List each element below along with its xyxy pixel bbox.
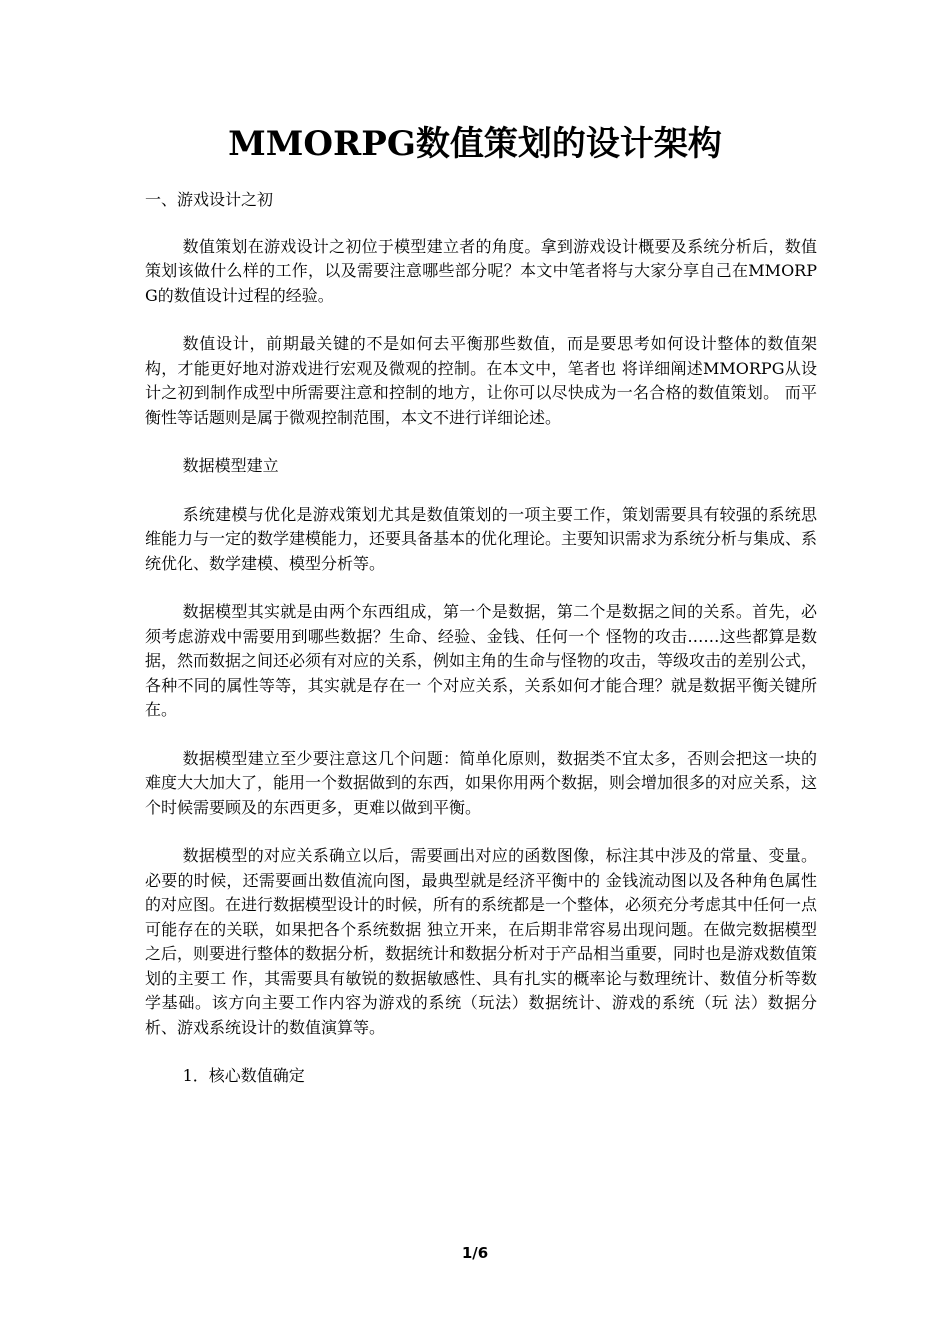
subsection-heading: 数据模型建立 — [182, 456, 279, 475]
document-title: MMORPG数值策划的设计架构 — [228, 124, 722, 164]
document-body — [145, 188, 817, 1113]
section-heading: 一、游戏设计之初 — [145, 190, 274, 209]
body-paragraph: 数值设计，前期最关键的不是如何去平衡那些数值，而是要思考如何设计整体的数值架构，才能更好地对游戏进行宏观及微观的控制。在本文中，笔者也 将详细阐述MMORPG从设计之初到制作成型中所需要注意和控制的地方，让你可以尽快成为一名合格的数值策划。 而平衡性等话题则是属于微观控制范围，本文不进行详细论述。 — [145, 334, 817, 427]
body-paragraph: 数据模型建立至少要注意这几个问题：简单化原则，数据类不宜太多，否则会把这一块的难度大大加大了，能用一个数据做到的东西，如果你用两个数据，则会增加很多的对应关系，这个时候需要顾及的东西更多，更难以做到平衡。 — [145, 748, 818, 817]
body-paragraph: 数据模型其实就是由两个东西组成，第一个是数据，第二个是数据之间的关系。首先，必须考虑游戏中需要用到哪些数据？生命、经验、金钱、任何一个 怪物的攻击……这些都算是数据，然而数据之间还必须有对应的关系，例如主角的生命与怪物的攻击，等级攻击的差别公式，各种不同的属性等等，其实就是存在一 个对应关系，关系如何才能合理？就是数据平衡关键所在。 — [145, 602, 818, 719]
body-paragraph: 系统建模与优化是游戏策划尤其是数值策划的一项主要工作，策划需要具有较强的系统思维能力与一定的数学建模能力，还要具备基本的优化理论。主要知识需求为系统分析与集成、系统优化、数学建模、模型分析等。 — [145, 504, 818, 573]
page-number: 1/6 — [461, 1244, 489, 1262]
body-paragraph: 数值策划在游戏设计之初位于模型建立者的角度。拿到游戏设计概要及系统分析后，数值策划该做什么样的工作，以及需要注意哪些部分呢？本文中笔者将与大家分享自己在MMORPG的数值设计过程的经验。 — [145, 236, 817, 305]
body-paragraph: 数据模型的对应关系确立以后，需要画出对应的函数图像，标注其中涉及的常量、变量。必要的时候，还需要画出数值流向图，最典型就是经济平衡中的 金钱流动图以及各种角色属性的对应图。在进行数据模型设计的时候，所有的系统都是一个整体，必须充分考虑其中任何一点可能存在的关联，如果把各个系统数据 独立开来，在后期非常容易出现问题。在做完数据模型之后，则要进行整体的数据分析，数据统计和数据分析对于产品相当重要，同时也是游戏数值策划的主要工 作，其需要具有敏锐的数据敏感性、具有扎实的概率论与数理统计、数值分析等数学基础。该方向主要工作内容为游戏的系统（玩法）数据统计、游戏的系统（玩 法）数据分析、游戏系统设计的数值演算等。 — [145, 846, 818, 1037]
subsection-heading: 1．核心数值确定 — [182, 1066, 305, 1085]
